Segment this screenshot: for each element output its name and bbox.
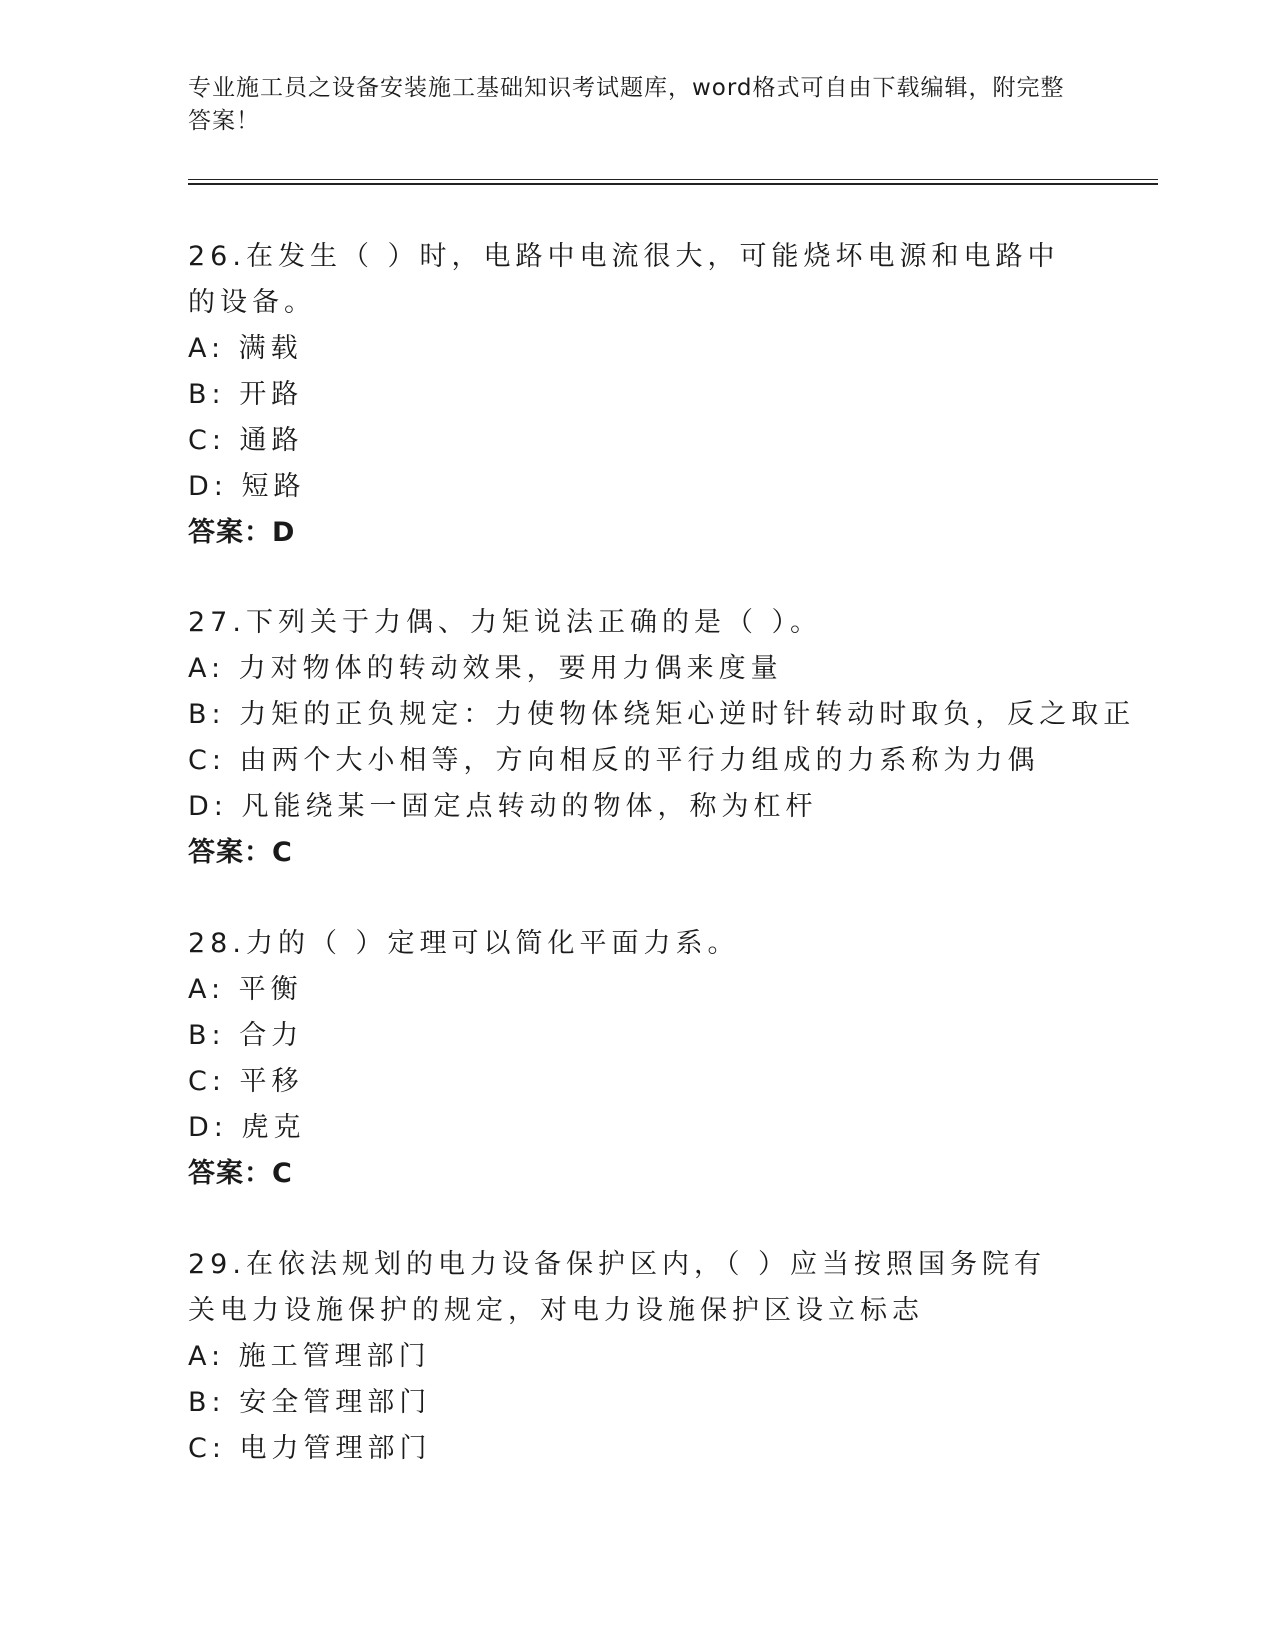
- header-divider-top: [188, 179, 1158, 180]
- question-stem: 27.下列关于力偶、力矩说法正确的是（ ）。: [188, 607, 823, 638]
- option-a: A: 平衡: [188, 974, 303, 1005]
- option-c: C: 通路: [188, 425, 304, 456]
- question-stem: 29.在依法规划的电力设备保护区内，（ ）应当按照国务院有关电力设施保护的规定，对电力设施保护区设立标志: [188, 1249, 1047, 1326]
- option-b: B: 安全管理部门: [188, 1387, 432, 1418]
- answer: 答案：D: [188, 517, 296, 548]
- option-b: B: 力矩的正负规定：力使物体绕矩心逆时针转动时取负，反之取正: [188, 699, 1136, 730]
- option-c: C: 平移: [188, 1066, 304, 1097]
- question-28: [188, 921, 1068, 1197]
- question-26: [188, 234, 1068, 556]
- option-d: D: 凡能绕某一固定点转动的物体，称为杠杆: [188, 791, 818, 822]
- option-d: D: 短路: [188, 471, 306, 502]
- answer: 答案：C: [188, 1158, 293, 1189]
- option-c: C: 电力管理部门: [188, 1433, 432, 1464]
- question-29: [188, 1242, 1068, 1472]
- option-c: C: 由两个大小相等，方向相反的平行力组成的力系称为力偶: [188, 745, 1040, 776]
- option-a: A: 施工管理部门: [188, 1341, 431, 1372]
- option-b: B: 合力: [188, 1020, 304, 1051]
- question-27: [188, 600, 1136, 876]
- option-a: A: 满载: [188, 333, 303, 364]
- option-d: D: 虎克: [188, 1112, 306, 1143]
- question-stem: 28.力的（ ）定理可以简化平面力系。: [188, 928, 740, 959]
- question-stem: 26.在发生（ ）时，电路中电流很大，可能烧坏电源和电路中的设备。: [188, 241, 1060, 318]
- document-header: 专业施工员之设备安装施工基础知识考试题库，word格式可自由下载编辑，附完整答案！: [188, 75, 1065, 134]
- option-b: B: 开路: [188, 379, 304, 410]
- answer: 答案：C: [188, 837, 293, 868]
- header-divider-bottom: [188, 183, 1158, 185]
- option-a: A: 力对物体的转动效果，要用力偶来度量: [188, 653, 783, 684]
